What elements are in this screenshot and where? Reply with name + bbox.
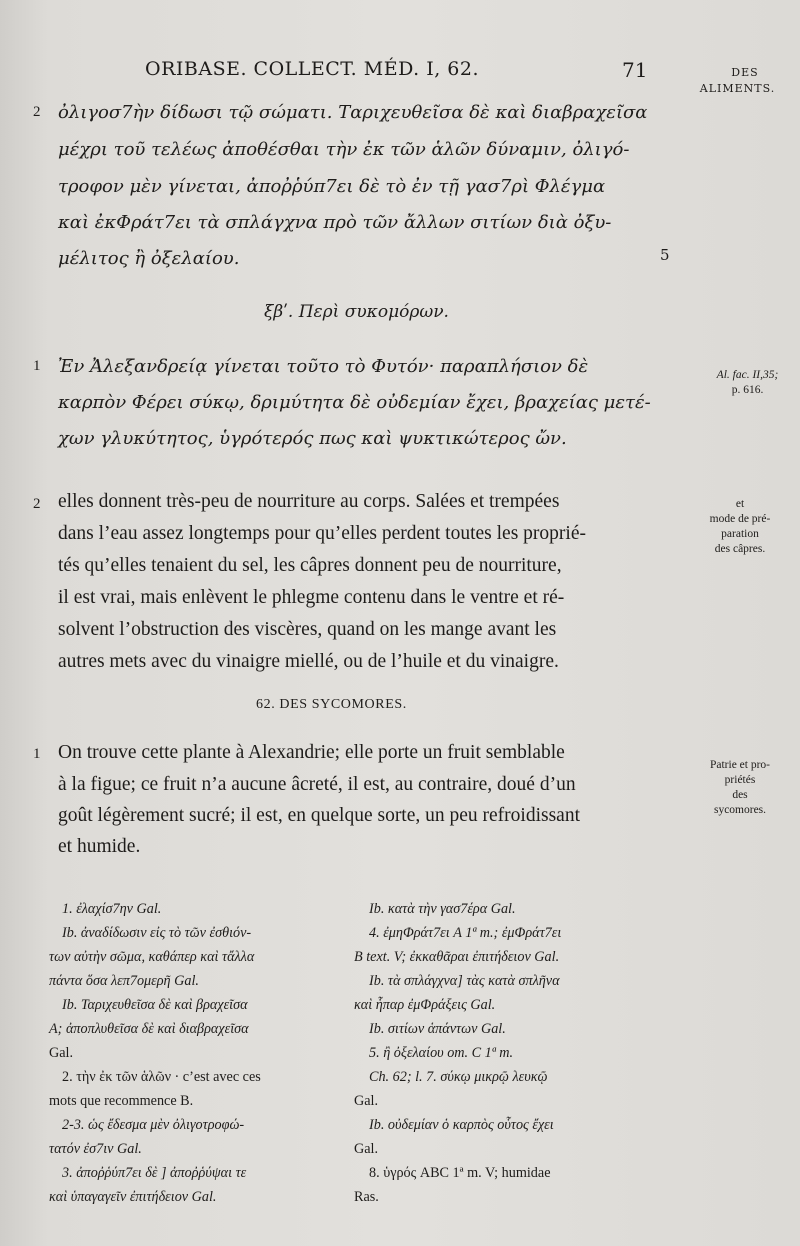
- greek-chapter-heading: ξβʹ. Περὶ συκομόρων.: [264, 302, 449, 322]
- note-line: πάντα ὅσα λεπ7ομερῆ Gal.: [49, 973, 199, 989]
- greek-line: χων γλυκύτητος, ὑγρότερός πως καὶ ψυκτικώτερος ὤν.: [58, 428, 567, 449]
- greek-line: Ἐν Ἀλεξανδρείᾳ γίνεται τοῦτο τὸ Φυτόν· παραπλήσιον δὲ: [58, 356, 589, 377]
- french-line: goût légèrement sucré; il est, en quelque sorte, un peu refroidissant: [58, 805, 581, 826]
- french-line: à la figue; ce fruit n’a aucune âcreté, il est, au contraire, doué d’un: [58, 774, 576, 795]
- note-line: 5. ἢ ὀξελαίου om. C 1ª m.: [369, 1045, 514, 1061]
- margin-title-1: DES: [731, 66, 759, 79]
- greek-line: μέλιτος ἢ ὀξελαίου.: [58, 248, 240, 269]
- note-line: Ib. ἀναδίδωσιν εἰς τὸ τῶν ἐσθιόν-: [62, 925, 252, 941]
- side-note-ref-1: Al. fac. II,35;: [716, 369, 779, 381]
- note-line: A; ἀποπλυθεῖσα δὲ καὶ διαβραχεῖσα: [49, 1021, 249, 1037]
- side-note-capres-4: des câpres.: [714, 543, 766, 555]
- running-title: ORIBASE. COLLECT. MÉD. I, 62.: [145, 58, 480, 80]
- french-line: elles donnent très-peu de nourriture au corps. Salées et trempées: [58, 491, 560, 512]
- side-note-ref-2: p. 616.: [731, 384, 764, 396]
- paragraph-number: 1: [33, 746, 41, 762]
- note-line: Ib. Ταριχευθεῖσα δὲ καὶ βραχεῖσα: [62, 997, 248, 1013]
- paragraph-number: 1: [33, 358, 41, 374]
- greek-line: καὶ ἐκΦράτ7ει τὰ σπλάγχνα πρὸ τῶν ἄλλων σιτίων διὰ ὀξυ-: [58, 212, 612, 233]
- side-note-capres-1: et: [735, 498, 745, 510]
- french-line: On trouve cette plante à Alexandrie; elle porte un fruit semblable: [58, 742, 565, 763]
- french-line: dans l’eau assez longtemps pour qu’elles perdent toutes les proprié-: [58, 523, 586, 544]
- greek-line: καρπὸν Φέρει σύκῳ, δριμύτητα δὲ οὐδεμίαν ἔχει, βραχείας μετέ-: [58, 392, 651, 413]
- paragraph-number: 2: [33, 104, 41, 120]
- note-line: 1. ἐλαχίσ7ην Gal.: [62, 901, 162, 917]
- greek-line: τροφον μὲν γίνεται, ἀποῤῥύπ7ει δὲ τὸ ἐν τῇ γασ7ρὶ Φλέγμα: [58, 176, 606, 197]
- note-line: 4. ἐμηΦράτ7ει A 1ª m.; ἐμΦράτ7ει: [369, 925, 562, 941]
- french-line: tés qu’elles tenaient du sel, les câpres donnent peu de nourriture,: [58, 555, 562, 576]
- greek-line: μέχρι τοῦ τελέως ἀποθέσθαι τὴν ἐκ τῶν ἁλῶν δύναμιν, ὀλιγό-: [58, 139, 630, 160]
- note-line: τατόν ἐσ7ιν Gal.: [49, 1141, 142, 1157]
- note-line: 2-3. ὡς ἔδεσμα μὲν ὀλιγοτροφώ-: [62, 1117, 245, 1133]
- line-marker: 5: [660, 246, 670, 264]
- note-line: Ch. 62; l. 7. σύκῳ μικρῷ λευκῷ: [369, 1069, 548, 1085]
- note-line: Gal.: [354, 1141, 379, 1157]
- note-line: 2. τὴν ἐκ τῶν ἁλῶν · c’est avec ces: [62, 1069, 261, 1085]
- side-note-sycomores-2: priétés: [724, 774, 756, 786]
- paragraph-number: 2: [33, 496, 41, 512]
- note-line: καὶ ὑπαγαγεῖν ἐπιτήδειον Gal.: [49, 1189, 217, 1205]
- note-line: 8. ὑγρός ABC 1ª m. V; humidae: [369, 1165, 551, 1181]
- note-line: 3. ἀποῤῥύπ7ει δὲ ] ἀποῤῥύψαι τε: [62, 1165, 247, 1181]
- note-line: B text. V; ἐκκαθᾶραι ἐπιτήδειον Gal.: [354, 949, 560, 965]
- note-line: Ib. οὐδεμίαν ὁ καρπὸς οὗτος ἔχει: [369, 1117, 554, 1133]
- side-note-sycomores-4: sycomores.: [713, 804, 767, 816]
- french-chapter-heading: 62. DES SYCOMORES.: [256, 697, 407, 712]
- french-line: solvent l’obstruction des viscères, quand on les mange avant les: [58, 619, 557, 640]
- side-note-capres-2: mode de pré-: [709, 513, 771, 525]
- note-line: Ib. σιτίων ἁπάντων Gal.: [369, 1021, 506, 1037]
- page-number: 71: [622, 58, 648, 82]
- french-line: il est vrai, mais enlèvent le phlegme contenu dans le ventre et ré-: [58, 587, 565, 608]
- margin-title-2: ALIMENTS.: [699, 82, 776, 95]
- note-line: Ib. τὰ σπλάγχνα] τὰς κατὰ σπλῆνα: [369, 973, 560, 989]
- french-line: et humide.: [58, 836, 141, 857]
- note-line: Ib. κατὰ τὴν γασ7έρα Gal.: [369, 901, 516, 917]
- side-note-capres-3: paration: [721, 528, 759, 540]
- greek-line: ὀλιγοσ7ὴν δίδωσι τῷ σώματι. Ταριχευθεῖσα δὲ καὶ διαβραχεῖσα: [58, 102, 648, 123]
- french-line: autres mets avec du vinaigre miellé, ou de l’huile et du vinaigre.: [58, 651, 559, 672]
- side-note-sycomores-1: Patrie et pro-: [709, 759, 771, 771]
- note-line: mots que recommence B.: [49, 1093, 194, 1109]
- note-line: καὶ ἧπαρ ἐμΦράξεις Gal.: [354, 997, 496, 1013]
- side-note-sycomores-3: des: [732, 789, 748, 801]
- note-line: Gal.: [354, 1093, 379, 1109]
- note-line: Ras.: [354, 1189, 379, 1205]
- note-line: Gal.: [49, 1045, 74, 1061]
- note-line: των αὐτὴν σῶμα, καθάπερ καὶ τἄλλα: [49, 949, 255, 965]
